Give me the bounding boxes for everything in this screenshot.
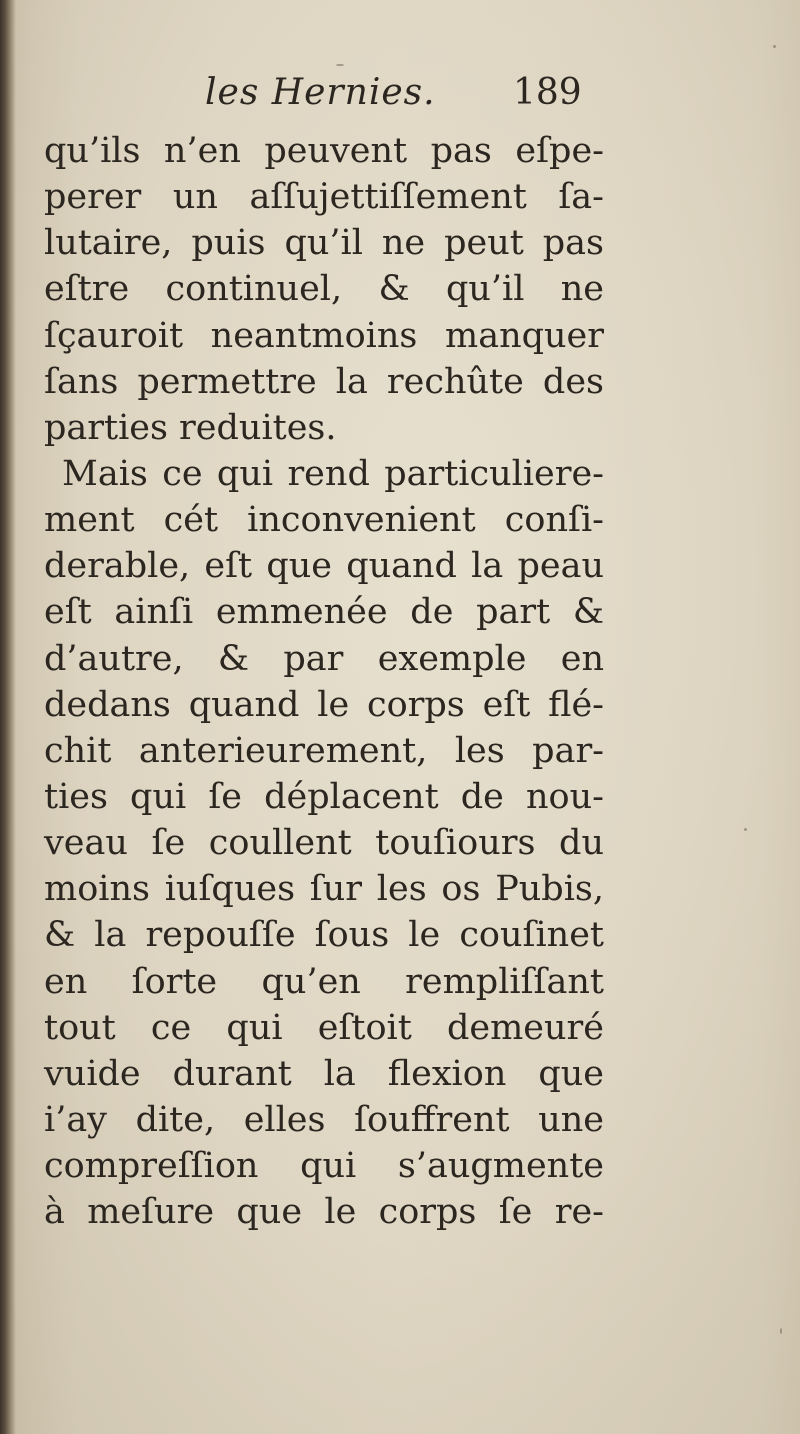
text-line: à meſure que le corps ſe re- <box>44 1192 604 1233</box>
paper-speck <box>773 45 776 48</box>
text-line: ſçauroit neantmoins manquer <box>44 315 604 356</box>
text-line: d’autre, & par exemple en <box>44 638 604 679</box>
text-line: ties qui ſe déplacent de nou- <box>44 776 604 817</box>
running-title: les Hernies. <box>205 72 436 113</box>
page-number: 189 <box>513 72 582 113</box>
text-line: dedans quand le corps eſt flé- <box>44 684 604 725</box>
text-line: eſtre continuel, & qu’il ne <box>44 269 604 310</box>
text-line: vuide durant la flexion que <box>44 1053 604 1094</box>
text-line: i’ay dite, elles ſouffrent une <box>44 1099 604 1140</box>
text-line: derable, eſt que quand la peau <box>44 546 604 587</box>
text-line: lutaire, puis qu’il ne peut pas <box>44 223 604 264</box>
text-line: compreſſion qui s’augmente <box>44 1146 604 1187</box>
paper-speck <box>780 1328 782 1334</box>
paper-speck <box>744 828 747 831</box>
text-line: & la repouſſe ſous le couſinet <box>44 915 604 956</box>
binding-gutter <box>0 0 16 1434</box>
paper-speck <box>336 64 344 66</box>
text-line: moins iuſques ſur les os Pubis, <box>44 869 604 910</box>
text-line: veau ſe coullent touſiours du <box>44 823 604 864</box>
text-line: tout ce qui eſtoit demeuré <box>44 1007 604 1048</box>
text-line: qu’ils n’en peuvent pas eſpe- <box>44 131 604 171</box>
text-line: en ſorte qu’en rempliſſant <box>44 961 604 1002</box>
paragraph-start-line: Mais ce qui rend particuliere- <box>62 453 604 494</box>
text-line: ment cét inconvenient conſi- <box>44 500 604 541</box>
text-line: ſans permettre la rechûte des <box>44 361 604 402</box>
text-line: chit anterieurement, les par- <box>44 730 604 771</box>
text-line: eſt ainſi emmenée de part & <box>44 592 604 633</box>
page-header <box>0 72 800 122</box>
text-line: parties reduites. <box>44 407 337 448</box>
text-line: perer un aſſujettiſſement ſa- <box>44 177 604 218</box>
body-text <box>44 128 604 1235</box>
